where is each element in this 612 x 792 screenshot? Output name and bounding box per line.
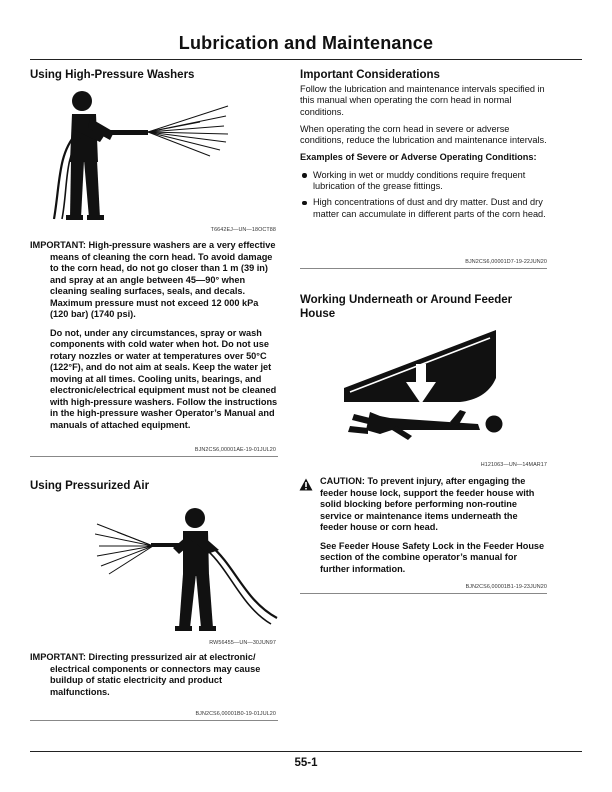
considerations-section-title: Important Considerations	[300, 69, 440, 81]
washers-important-text-2: Do not, under any circumstances, spray or wash components with cold water when hot. Do not use rotary nozzles or water at temperatures over 50°C (122°F), and do not aim at seals. Keep the water jet moving at all times. Cooling units, bearings, and electronic/electrical equipment must not be cleaned with high-pressure washers. Follow the instructions in the high-pressure washer Operator’s Manual and manuals of attached equipment.	[50, 327, 278, 430]
caution-note	[320, 476, 546, 575]
pressurized-air-illustration	[95, 506, 285, 636]
washers-figure-ref: T6642EJ—UN—18OCT88	[210, 227, 276, 233]
air-important-lead: IMPORTANT:	[30, 652, 86, 662]
feeder-figure-ref: H121063—UN—14MAR17	[480, 462, 547, 468]
air-important-note	[30, 652, 278, 698]
air-section-rule	[30, 720, 278, 721]
high-pressure-washer-illustration	[50, 84, 230, 224]
feeder-doc-ref: BJN2CS6,00001B1-19-23JUN20	[465, 584, 547, 590]
washers-important-lead: IMPORTANT:	[30, 240, 86, 250]
washers-important-text: High-pressure washers are a very effective means of cleaning the corn head. To avoid damage to the corn head, do not go closer than 1 m (39 in) and spray at an angle between 45—90° when cleaning sealing surfaces, seals, and decals. Maximum pressure must not exceed 12 000 kPa (120 bar) (1740 psi).	[50, 240, 276, 319]
feeder-section-title: Working Underneath or Around Feeder House	[300, 294, 513, 320]
considerations-section-rule	[300, 268, 547, 269]
title-rule	[30, 59, 582, 60]
considerations-body	[300, 84, 550, 225]
page-title: Lubrication and Maintenance	[178, 33, 434, 53]
washers-doc-ref: BJN2CS6,00001AE-19-01JUL20	[194, 447, 276, 453]
list-item: High concentrations of dust and dry matter. Dust and dry matter can accumulate in different parts of the corn head.	[300, 197, 550, 220]
footer-rule	[30, 751, 582, 752]
feeder-section-rule	[300, 593, 547, 594]
washers-section-title: Using High-Pressure Washers	[30, 69, 195, 81]
considerations-para-2: When operating the corn head in severe or adverse conditions, reduce the lubrication and maintenance intervals.	[300, 123, 547, 146]
air-doc-ref: BJN2CS6,00001B0-19-01JUL20	[195, 711, 276, 717]
page-number: 55-1	[294, 757, 318, 769]
air-figure-ref: RW56455—UN—30JUN97	[209, 640, 276, 646]
caution-text: CAUTION: To prevent injury, after engaging the feeder house lock, support the feeder house with solid blocking before performing non-routine service or maintenance items underneath the feeder house or corn head.	[320, 476, 535, 532]
list-item: Working in wet or muddy conditions require frequent lubrication of the grease fittings.	[300, 170, 550, 193]
air-important-text: Directing pressurized air at electronic/ electrical components or connectors may cause buildup of static electricity and product malfunctions.	[50, 652, 261, 697]
caution-text-2: See Feeder House Safety Lock in the Feeder House section of the combine operator’s manual for further information.	[320, 540, 545, 574]
feeder-house-crush-hazard-illustration	[340, 326, 510, 456]
washers-important-note	[30, 240, 278, 431]
air-section-title: Using Pressurized Air	[30, 480, 150, 492]
examples-heading: Examples of Severe or Adverse Operating Conditions:	[300, 152, 537, 163]
considerations-para-1: Follow the lubrication and maintenance intervals specified in this manual when operating the corn head in normal conditions.	[300, 84, 545, 117]
caution-warning-icon	[299, 478, 313, 491]
conditions-list	[300, 170, 550, 220]
considerations-doc-ref: BJN2CS6,00001D7-19-22JUN20	[465, 259, 547, 265]
washers-section-rule	[30, 456, 278, 457]
